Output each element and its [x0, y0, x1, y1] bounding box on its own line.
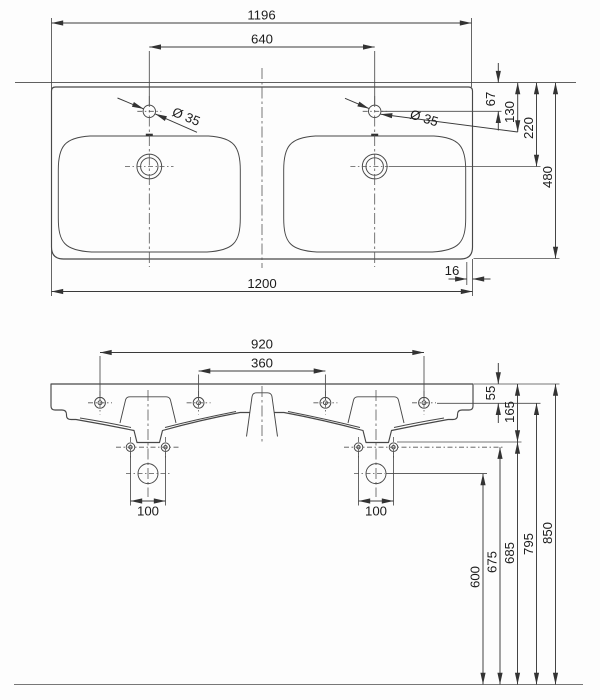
dim-mount-spacing-inner: 360: [250, 355, 274, 371]
dim-top-to-mount: 55: [482, 385, 498, 401]
top-view-dimension-lines: [52, 23, 556, 292]
dim-fixing-spacing-right: 100: [364, 503, 388, 519]
dim-mount-spacing: 920: [250, 336, 274, 352]
dim-floor-to-mount: 795: [521, 532, 536, 556]
dim-faucet-diameter-left: Ø 35: [170, 104, 203, 129]
front-view: [14, 337, 583, 685]
dim-faucet-spacing: 640: [250, 31, 274, 47]
dim-floor-to-underside: 685: [502, 541, 517, 565]
dim-back-to-drain: 220: [521, 116, 536, 140]
top-view: [15, 8, 576, 297]
fixing-holes: [116, 437, 504, 458]
dim-back-to-faucet: 67: [482, 91, 498, 107]
dim-fixing-spacing-left: 100: [136, 503, 160, 519]
top-view-centerlines: [125, 68, 388, 268]
dim-width-total: 1200: [247, 276, 277, 291]
dim-back-to-overflow: 130: [502, 100, 518, 124]
dim-floor-to-drain: 600: [467, 565, 483, 589]
dim-depth-total: 480: [540, 165, 555, 189]
top-view-extension-lines: [52, 18, 560, 296]
dim-faucet-diameter-right: Ø 35: [408, 106, 441, 130]
dim-floor-to-rim: 850: [540, 521, 555, 545]
dim-floor-to-fixing: 675: [484, 550, 500, 574]
dim-width-back: 1196: [247, 7, 276, 23]
front-view-extension-lines: [100, 356, 560, 506]
dim-top-to-underside: 165: [502, 400, 517, 424]
drain-outlets: [126, 464, 386, 484]
dim-bowl-to-edge: 16: [444, 263, 460, 278]
